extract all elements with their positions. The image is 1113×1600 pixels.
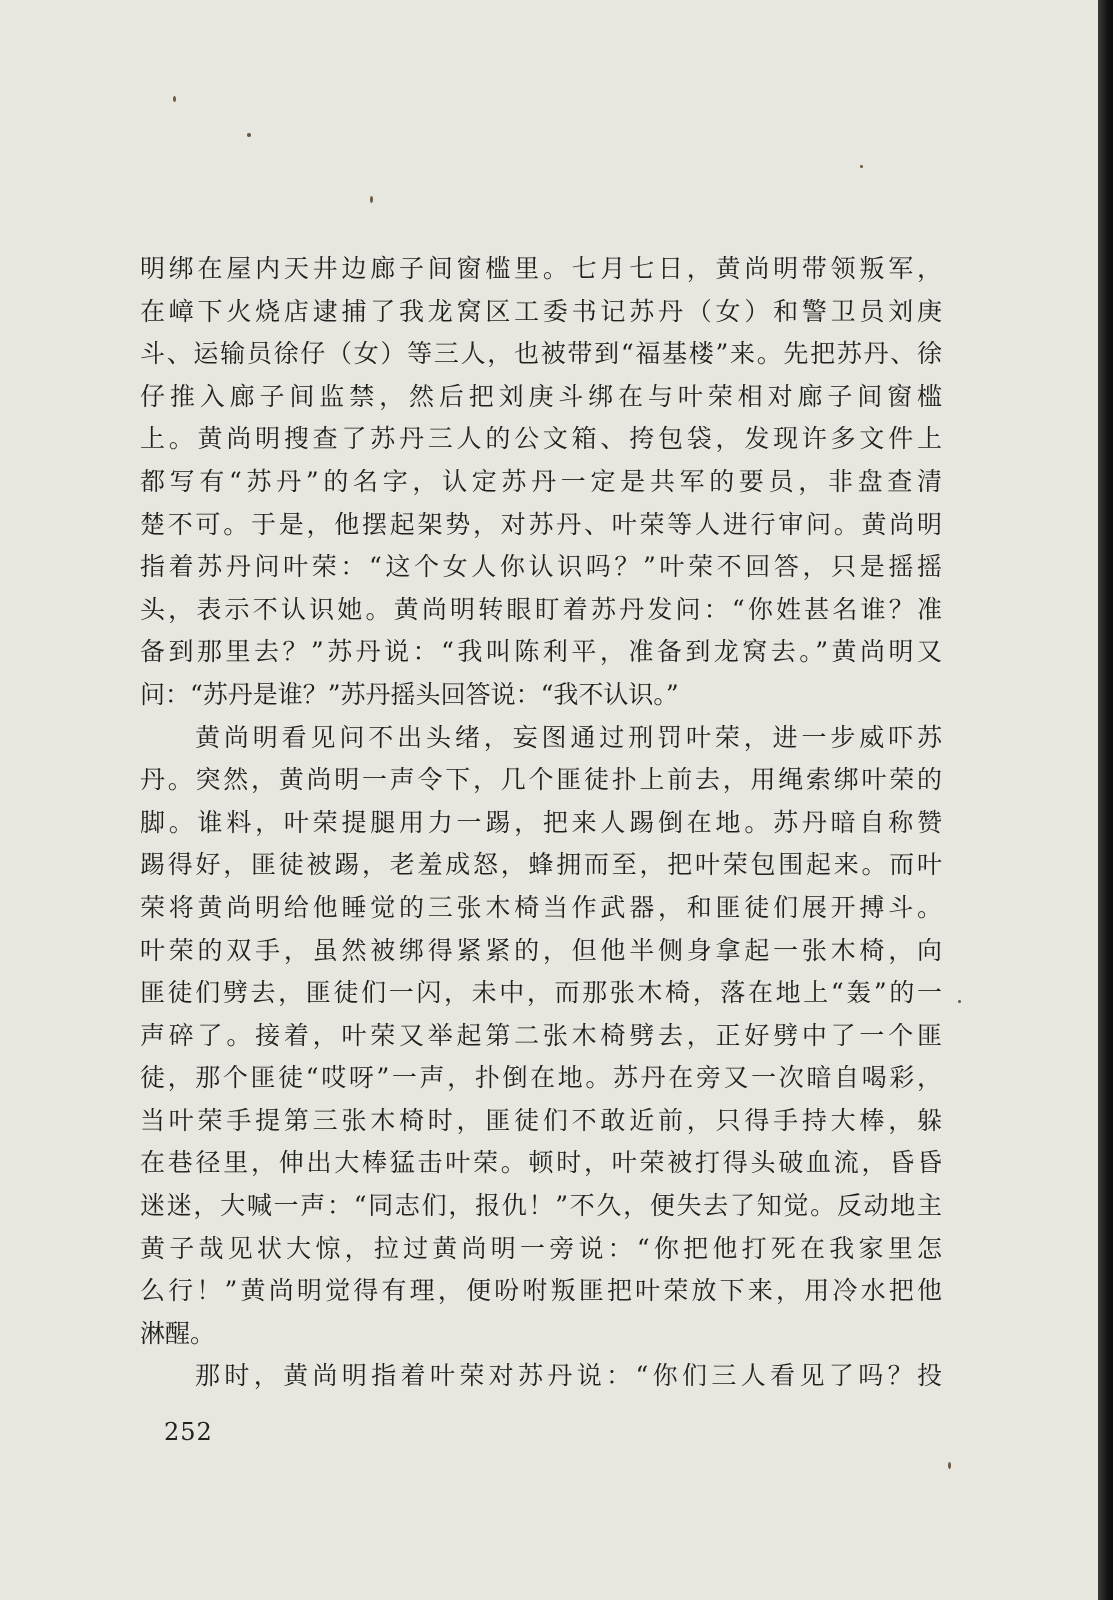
body-text (140, 248, 942, 1398)
text-line: 仔推入廊子间监禁，然后把刘庚斗绑在与叶荣相对廊子间窗槛 (140, 381, 942, 411)
text-line: 当叶荣手提第三张木椅时，匪徒们不敢近前，只得手持大棒，躲 (140, 1105, 942, 1135)
text-line: 斗、运输员徐仔（女）等三人，也被带到“福基楼”来。先把苏丹、徐 (140, 339, 942, 369)
ink-speck (948, 1462, 951, 1469)
text-line: 问：“苏丹是谁？”苏丹摇头回答说：“我不认识。” (140, 679, 679, 709)
text-line: 徒，那个匪徒“哎呀”一声，扑倒在地。苏丹在旁又一次暗自喝彩， (140, 1063, 942, 1093)
text-line: 楚不可。于是，他摆起架势，对苏丹、叶荣等人进行审问。黄尚明 (140, 509, 942, 539)
text-line: 么行！”黄尚明觉得有理，便吩咐叛匪把叶荣放下来，用冷水把他 (140, 1276, 942, 1306)
text-line: 脚。谁料，叶荣提腿用力一踢，把来人踢倒在地。苏丹暗自称赞 (140, 807, 942, 837)
ink-speck (958, 1000, 961, 1003)
text-line: 备到那里去？”苏丹说：“我叫陈利平，准备到龙窝去。”黄尚明又 (140, 637, 942, 667)
text-line: 上。黄尚明搜查了苏丹三人的公文箱、挎包袋，发现许多文件上 (140, 424, 942, 454)
text-line: 黄子哉见状大惊，拉过黄尚明一旁说：“你把他打死在我家里怎 (140, 1233, 942, 1263)
text-line: 那时，黄尚明指着叶荣对苏丹说：“你们三人看见了吗？投 (195, 1361, 942, 1391)
text-line: 迷迷，大喊一声：“同志们，报仇！”不久，便失去了知觉。反动地主 (140, 1191, 942, 1221)
text-line: 在嶂下火烧店逮捕了我龙窝区工委书记苏丹（女）和警卫员刘庚 (140, 296, 942, 326)
text-line: 丹。突然，黄尚明一声令下，几个匪徒扑上前去，用绳索绑叶荣的 (140, 765, 942, 795)
text-line: 在巷径里，伸出大棒猛击叶荣。顿时，叶荣被打得头破血流，昏昏 (140, 1148, 942, 1178)
text-line: 叶荣的双手，虽然被绑得紧紧的，但他半侧身拿起一张木椅，向 (140, 935, 942, 965)
ink-speck (247, 133, 251, 137)
text-line: 指着苏丹问叶荣：“这个女人你认识吗？”叶荣不回答，只是摇摇 (140, 552, 942, 582)
text-line: 荣将黄尚明给他睡觉的三张木椅当作武器，和匪徒们展开搏斗。 (140, 892, 942, 922)
text-line: 声碎了。接着，叶荣又举起第二张木椅劈去，正好劈中了一个匪 (140, 1020, 942, 1050)
text-line: 都写有“苏丹”的名字，认定苏丹一定是共军的要员，非盘查清 (140, 466, 942, 496)
scan-edge (1098, 0, 1113, 1600)
ink-speck (173, 96, 176, 102)
ink-speck (860, 165, 863, 168)
text-line: 淋醒。 (140, 1318, 216, 1348)
text-line: 踢得好，匪徒被踢，老羞成怒，蜂拥而至，把叶荣包围起来。而叶 (140, 850, 942, 880)
page-number: 252 (164, 1418, 213, 1446)
text-line: 头，表示不认识她。黄尚明转眼盯着苏丹发问：“你姓甚名谁？准 (140, 594, 942, 624)
text-line: 明绑在屋内天井边廊子间窗槛里。七月七日，黄尚明带领叛军， (140, 254, 942, 283)
text-line: 黄尚明看见问不出头绪，妄图通过刑罚叶荣，进一步威吓苏 (195, 722, 942, 752)
ink-speck (370, 196, 373, 203)
text-line: 匪徒们劈去，匪徒们一闪，未中，而那张木椅，落在地上“轰”的一 (140, 978, 942, 1008)
